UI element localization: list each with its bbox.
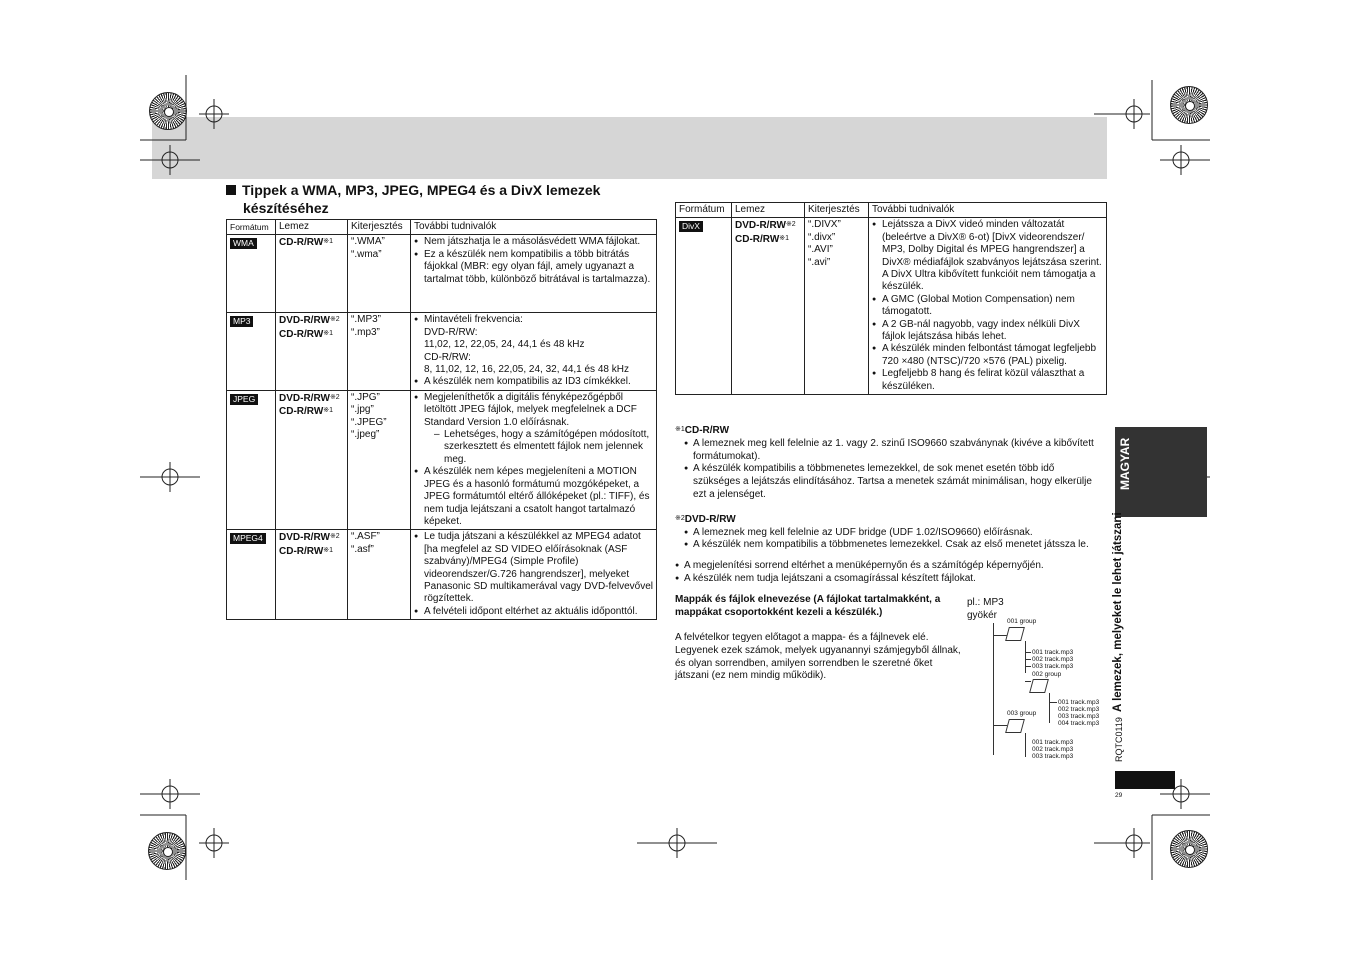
title-line-1: Tippek a WMA, MP3, JPEG, MPEG4 és a DivX lemezek bbox=[242, 182, 601, 198]
footnote-ref: ※1 bbox=[323, 407, 334, 415]
info-text: Lejátssza a DivX videó minden változatát (beleértve a DivX® 6-ot) [DivX videorendszer/ MP3, Dolby Digital és MPEG hangrendszer] a DivX® médiafájlok szabványos lejátszása szerint. bbox=[882, 219, 1102, 268]
info-line: 11,02, 12, 22,05, 24, 44,1 és 48 kHz bbox=[424, 339, 585, 351]
disc-type: CD-R/RW bbox=[279, 406, 324, 418]
general-note: ● A megjelenítési sorrend eltérhet a menüképernyőn és a számítógép képernyőjén. bbox=[666, 560, 1095, 573]
registration-mark-7 bbox=[140, 779, 200, 809]
format-badge-wma: WMA bbox=[230, 238, 257, 249]
info-item: ● A 2 GB-nál nagyobb, vagy index nélküli DivX fájlok lejátszása hibás lehet. bbox=[872, 319, 1103, 344]
table-row-jpeg bbox=[227, 390, 657, 529]
disc-type: CD-R/RW bbox=[279, 237, 324, 249]
info-item: ● A GMC (Global Motion Compensation) nem támogatott. bbox=[872, 294, 1103, 319]
folders-heading: Mappák és fájlok elnevezése (A fájlokat tartalmakként, a mappákat csoportokként kezeli a készülék.) bbox=[675, 594, 941, 618]
info-item bbox=[414, 392, 653, 466]
info-item: ● A készülék nem kompatibilis az ID3 címkékkel. bbox=[414, 376, 653, 388]
info-subitem: – Lehetséges, hogy a számítógépen módosított, szerkesztett és elmentett fájlok nem jelennek meg. bbox=[424, 429, 653, 466]
extension: “.ASF” bbox=[351, 531, 380, 543]
file-label: 002 track.mp3 bbox=[1032, 746, 1074, 753]
table-header-row bbox=[676, 203, 1107, 218]
info-item: ● Nem játszhatja le a másolásvédett WMA fájlokat. bbox=[414, 236, 653, 248]
footnote-ref: ※2 bbox=[329, 316, 340, 324]
section-title bbox=[226, 181, 646, 217]
info-item: ● Le tudja játszani a készülékkel az MPEG4 adatot [ha megfelel az SD VIDEO előírásoknak (ASF szabvány)/MPEG4 (Simple Profile) videorendszer/G.726 hangrendszer], melyeket Panasonic SD multikamerával vagy DVD-felvevővel rögzítettek. bbox=[414, 531, 653, 605]
language-label: MAGYAR bbox=[1118, 437, 1132, 490]
extension: “.avi” bbox=[808, 256, 831, 268]
file-label: 001 track.mp3 bbox=[1058, 699, 1100, 706]
info-item: ● A készülék minden felbontást támogat legfeljebb 720 ×480 (NTSC)/720 ×576 (PAL) pixelig. bbox=[872, 343, 1103, 368]
header-extension: Kiterjesztés bbox=[805, 203, 869, 218]
extension: “.divx” bbox=[808, 231, 836, 243]
file-label: 003 track.mp3 bbox=[1032, 663, 1074, 670]
info-line: A DivX Ultra kibővített funkcióit nem támogatja a készülék. bbox=[882, 269, 1096, 293]
info-item bbox=[872, 219, 1103, 293]
registration-mark-3 bbox=[1094, 99, 1150, 129]
extension: “.MP3” bbox=[351, 314, 381, 326]
format-badge-mp3: MP3 bbox=[230, 316, 253, 327]
folder-tree-diagram bbox=[985, 615, 1105, 765]
title-line-2: készítéséhez bbox=[243, 200, 329, 216]
file-label: 001 track.mp3 bbox=[1032, 739, 1074, 746]
tree-example-label: pl.: MP3 bbox=[967, 597, 1004, 608]
footnote-item: ● A készülék nem kompatibilis a többmenetes lemezekkel. Csak az első menetet játssza le. bbox=[675, 539, 1095, 552]
file-label: 002 track.mp3 bbox=[1032, 656, 1074, 663]
file-label: 004 track.mp3 bbox=[1058, 720, 1100, 727]
extension: “.AVI” bbox=[808, 244, 833, 256]
info-text: Megjeleníthetők a digitális fényképezőgépből letöltött JPEG fájlok, melyek megfelelnek a DCF Standard Version 1.0 előírásnak. bbox=[424, 391, 637, 428]
footnote-2-heading bbox=[675, 513, 1095, 527]
general-note: ● A készülék nem tudja lejátszani a csomagírással készített fájlokat. bbox=[666, 573, 1095, 586]
extension: “.JPEG” bbox=[351, 416, 387, 428]
table-row-divx bbox=[676, 218, 1107, 395]
header-info: További tudnivalók bbox=[411, 220, 657, 235]
info-line: CD-R/RW: bbox=[424, 351, 471, 363]
format-table-left bbox=[226, 219, 657, 620]
registration-mark-5 bbox=[140, 462, 200, 492]
info-line: DVD-R/RW: bbox=[424, 326, 478, 338]
footnote-ref: ※2 bbox=[329, 533, 340, 541]
footnotes bbox=[675, 421, 1095, 586]
registration-mark-9 bbox=[199, 828, 229, 858]
header-disc: Lemez bbox=[732, 203, 805, 218]
footnote-item: ● A lemeznek meg kell felelnie az UDF bridge (UDF 1.02/ISO9660) előírásnak. bbox=[675, 527, 1095, 540]
disc-type: CD-R/RW bbox=[735, 233, 780, 245]
footnote-ref: ※1 bbox=[779, 234, 790, 242]
folder-label: 003 group bbox=[1007, 710, 1037, 717]
footnote-title: DVD-R/RW bbox=[684, 513, 736, 525]
page-tab-bar bbox=[1115, 771, 1175, 789]
footnote-ref: ※1 bbox=[323, 546, 334, 554]
format-table-right bbox=[675, 202, 1107, 395]
info-line: 8, 11,02, 12, 16, 22,05, 24, 32, 44,1 és 48 kHz bbox=[424, 364, 629, 376]
footnote-item: ● A lemeznek meg kell felelnie az 1. vagy 2. szinű ISO9660 szabványnak (kivéve a kibővített formátumokat). bbox=[675, 438, 1095, 464]
table-row-wma bbox=[227, 235, 657, 313]
info-item: ● A felvételi időpont eltérhet az aktuális időponttól. bbox=[414, 606, 653, 618]
extension: “.jpeg” bbox=[351, 429, 380, 441]
folder-icon bbox=[1005, 627, 1025, 641]
footnote-ref: ※2 bbox=[329, 393, 340, 401]
footnote-title: CD-R/RW bbox=[684, 425, 730, 436]
extension: “.DIVX” bbox=[808, 219, 841, 231]
disc-type: DVD-R/RW bbox=[279, 392, 330, 404]
info-item: ● A készülék nem képes megjeleníteni a MOTION JPEG és a hasonló formátumú mozgóképeket, a JPEG formátumtól eltérő állóképeket (pl.: TIFF), és nem tudja lejátszani a csatolt hangot tartalmazó képeket. bbox=[414, 466, 653, 528]
footnote-ref: ※1 bbox=[323, 329, 334, 337]
section-side-label: A lemezek, melyeket le lehet játszani bbox=[1112, 512, 1124, 712]
file-label: 002 track.mp3 bbox=[1058, 706, 1100, 713]
table-row-mp3 bbox=[227, 313, 657, 390]
disc-type: CD-R/RW bbox=[279, 545, 324, 557]
file-label: 003 track.mp3 bbox=[1058, 713, 1100, 720]
info-item: ● Ez a készülék nem kompatibilis a több bitrátás fájokkal (MBR: egy olyan fájl, amely ugyanazt a tartalmat több, különböző bitrátával is tartalmazza). bbox=[414, 249, 653, 286]
disc-type: DVD-R/RW bbox=[735, 220, 786, 232]
header-format: Formátum bbox=[227, 220, 276, 235]
registration-mark-11 bbox=[1094, 828, 1150, 858]
disc-type: DVD-R/RW bbox=[279, 532, 330, 544]
extension: “.WMA” bbox=[351, 236, 385, 248]
file-label: 001 track.mp3 bbox=[1032, 649, 1074, 656]
extension: “.jpg” bbox=[351, 404, 374, 416]
disc-type: DVD-R/RW bbox=[279, 315, 330, 327]
registration-mark-10 bbox=[637, 828, 717, 858]
extension: “.JPG” bbox=[351, 391, 380, 403]
registration-mark-1 bbox=[199, 99, 229, 129]
format-badge-mpeg4: MPEG4 bbox=[230, 533, 266, 544]
folder-icon bbox=[1029, 679, 1049, 693]
folders-paragraph: A felvételkor tegyen előtagot a mappa- és a fájlnevek elé. Legyenek ezek számok, melyek ugyanannyi számjegyből állnak, és olyan sorrendben, amilyen sorrendben le szeretné őket játszani (ez nem mindig működik). bbox=[675, 632, 961, 682]
format-badge-divx: DivX bbox=[679, 221, 703, 232]
footnote-ref: ※2 bbox=[785, 221, 796, 229]
registration-mark-2 bbox=[140, 145, 200, 175]
footnote-1-heading bbox=[675, 424, 1095, 438]
footnote-mark: ※2 bbox=[675, 514, 685, 522]
folder-icon bbox=[1005, 719, 1025, 733]
extension: “.wma” bbox=[351, 248, 382, 260]
tree-root-label: gyökér bbox=[967, 609, 998, 621]
footnote-ref: ※1 bbox=[323, 238, 334, 246]
header-disc: Lemez bbox=[276, 220, 348, 235]
disc-type: CD-R/RW bbox=[279, 328, 324, 340]
extension: “.mp3” bbox=[351, 326, 380, 338]
format-badge-jpeg: JPEG bbox=[230, 394, 258, 405]
document-code: RQTC0119 bbox=[1114, 717, 1124, 762]
square-bullet-icon bbox=[226, 185, 236, 195]
table-row-mpeg4 bbox=[227, 530, 657, 620]
header-format: Formátum bbox=[676, 203, 732, 218]
folder-label: 001 group bbox=[1007, 618, 1037, 625]
folder-label: 002 group bbox=[1032, 671, 1062, 678]
registration-mark-4 bbox=[1160, 145, 1210, 175]
info-text: Mintavételi frekvencia: bbox=[424, 314, 523, 326]
footnote-mark: ※1 bbox=[675, 426, 685, 433]
file-label: 003 track.mp3 bbox=[1032, 753, 1074, 760]
info-item: ● Legfeljebb 8 hang és felirat közül választhat a készüléken. bbox=[872, 368, 1103, 393]
table-header-row bbox=[227, 220, 657, 235]
header-extension: Kiterjesztés bbox=[348, 220, 411, 235]
header-info: További tudnivalók bbox=[869, 203, 1107, 218]
extension: “.asf” bbox=[351, 543, 374, 555]
page-number: 29 bbox=[1115, 792, 1123, 799]
footnote-item: ● A készülék kompatibilis a többmenetes lemezekkel, de sok menet esetén több idő szükséges a lejátszás elindításához. Tartsa a menetek számát minimálisan, hogy elkerülje ezt a jelenséget. bbox=[675, 463, 1095, 501]
info-item bbox=[414, 314, 653, 376]
